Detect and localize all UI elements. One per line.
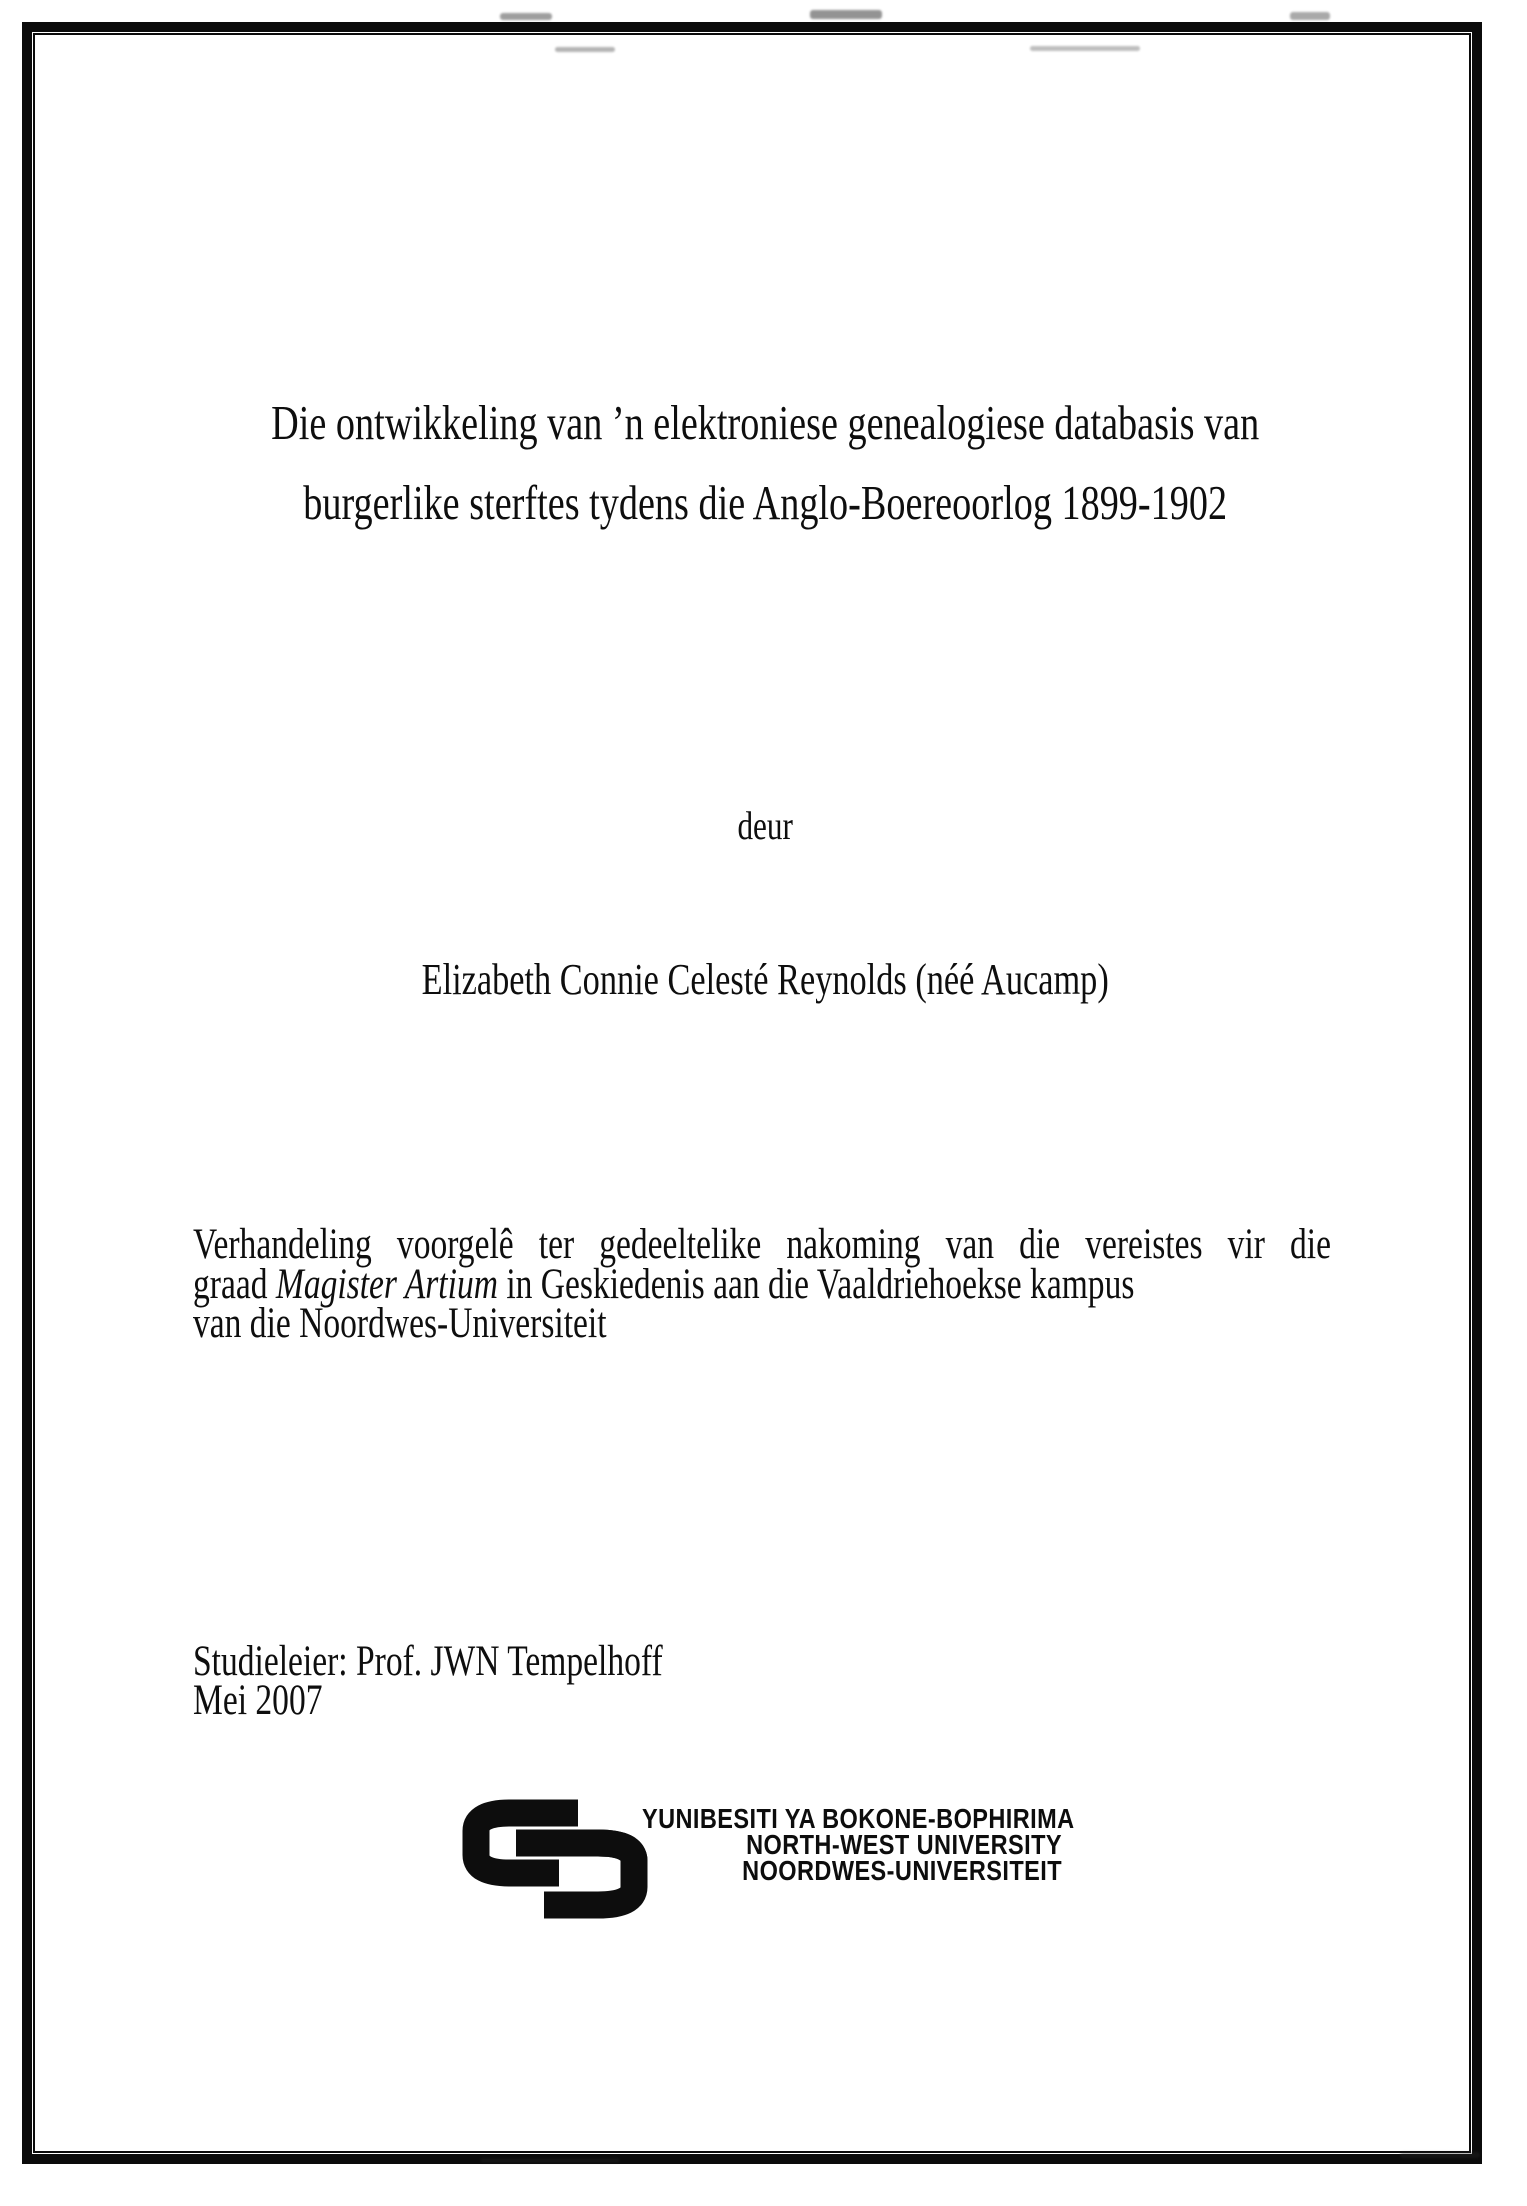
thesis-note-line2-pre: graad — [193, 1260, 276, 1308]
thesis-title — [195, 383, 1335, 543]
supervisor-line: Studieleier: Prof. JWN Tempelhoff — [193, 1638, 663, 1685]
thesis-title-line2: burgerlike sterftes tydens die Anglo-Boereoorlog 1899-1902 — [303, 475, 1228, 530]
university-logo-chain-links-icon — [460, 1798, 662, 1922]
university-name-english: NORTH-WEST UNIVERSITY — [746, 1829, 1062, 1860]
university-logo-text — [642, 1803, 1075, 1886]
university-name-setswana: YUNIBESITI YA BOKONE-BOPHIRIMA — [642, 1803, 1075, 1834]
date-line: Mei 2007 — [193, 1676, 323, 1724]
university-name-afrikaans: NOORDWES-UNIVERSITEIT — [742, 1855, 1062, 1886]
thesis-note-line1: Verhandeling voorgelê ter gedeeltelike nakoming van die vereistes vir die — [193, 1221, 1332, 1268]
supervisor-block — [193, 1638, 1331, 1724]
degree-name: Magister Artium — [275, 1260, 498, 1308]
thesis-title-line1: Die ontwikkeling van ’n elektroniese genealogiese databasis van — [271, 395, 1260, 450]
thesis-note-line2-post: in Geskiedenis aan die Vaaldriehoekse kampus — [497, 1260, 1135, 1308]
thesis-note-line2 — [193, 1260, 1331, 1308]
byline-label: deur — [737, 803, 793, 848]
thesis-note — [193, 1221, 1332, 1347]
thesis-note-line3: van die Noordwes-Universiteit — [193, 1300, 607, 1347]
author-name: Elizabeth Connie Celesté Reynolds (néé Aucamp) — [421, 955, 1109, 1004]
